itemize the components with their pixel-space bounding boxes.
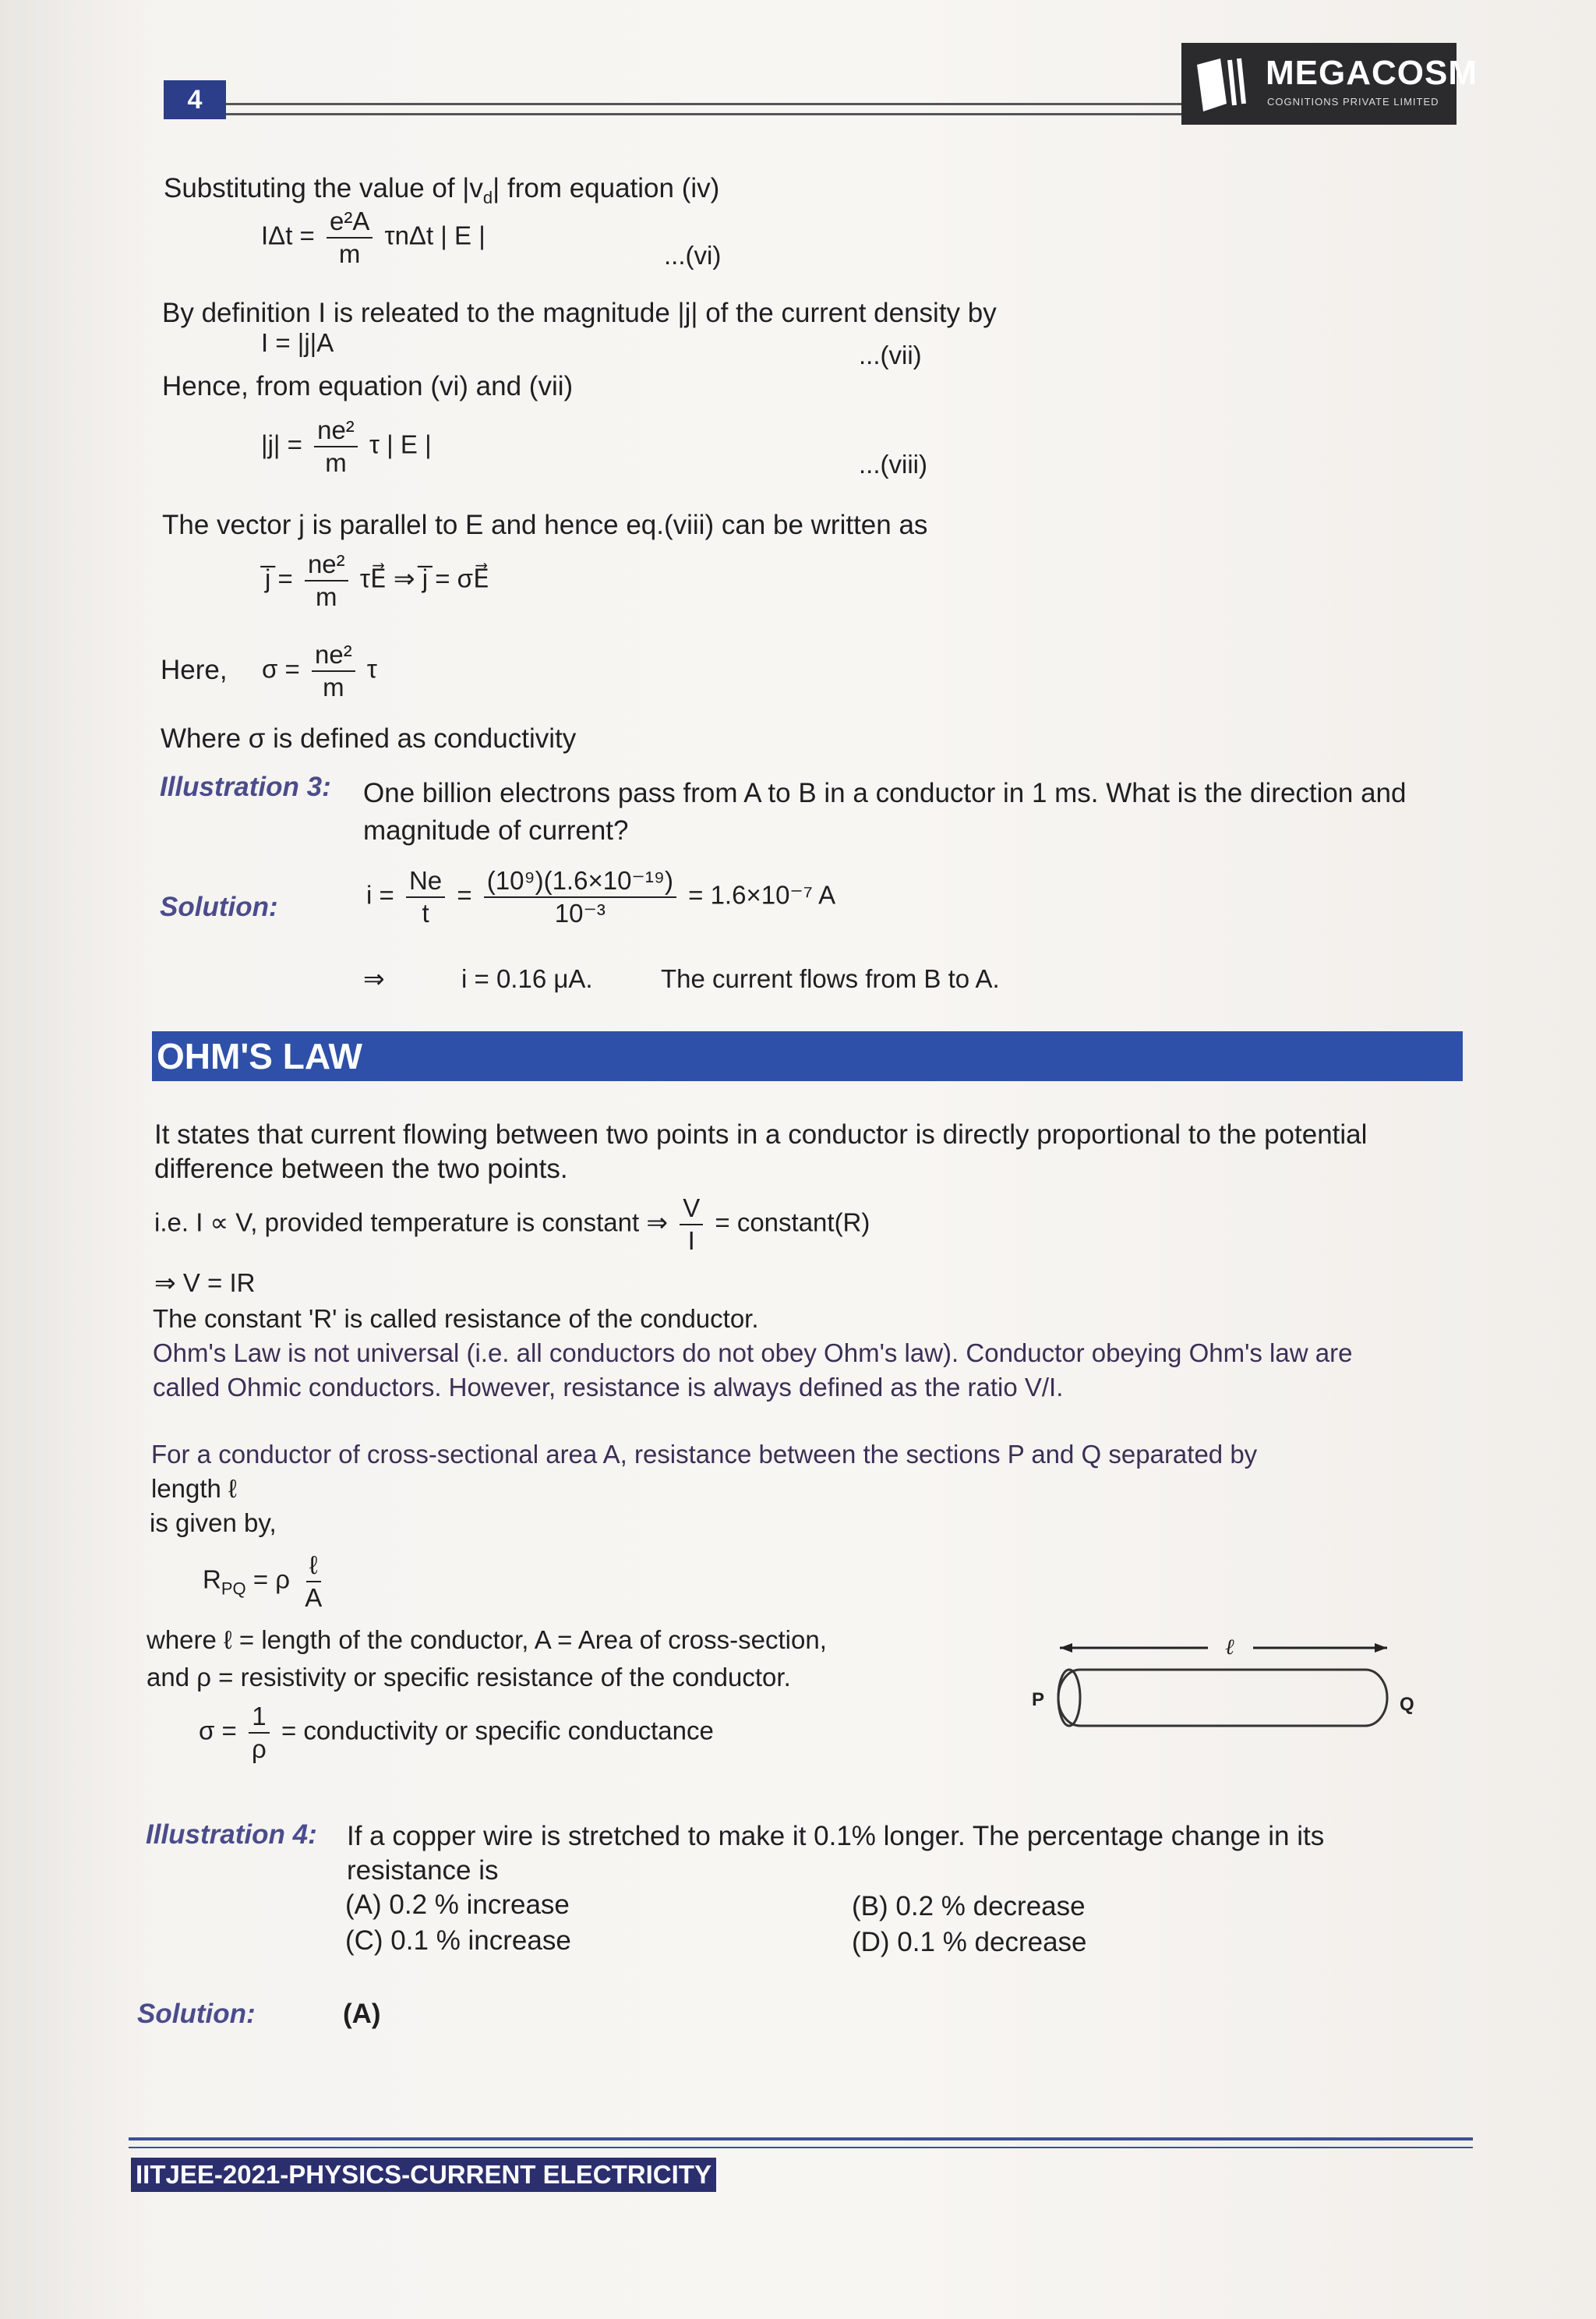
length-arrowhead-left: [1060, 1643, 1072, 1653]
diagram-label-p: P: [1032, 1689, 1045, 1710]
equation-viii: |j| = $\frac{\text{ne²}}{m}$ τ | E |: [261, 415, 432, 477]
illustration-4-label: Illustration 4:: [146, 1819, 317, 1850]
brand-tagline: COGNITIONS PRIVATE LIMITED: [1267, 96, 1439, 108]
equation-sigma: σ = $\frac{\text{ne²}}{m}$ τ: [262, 640, 377, 702]
illustration-3-text-2: magnitude of current?: [363, 815, 629, 846]
header-rule: [226, 103, 1204, 115]
footer-label: IITJEE-2021-PHYSICS-CURRENT ELECTRICITY: [131, 2158, 716, 2192]
derivation-line-4: The vector j is parallel to E and hence eq.(viii) can be written as: [162, 510, 928, 540]
diagram-length-label: ℓ: [1225, 1635, 1234, 1660]
page-number: 4: [164, 80, 226, 119]
ohms-law-v-equals-ir: ⇒ V = IR: [154, 1268, 256, 1297]
option-b: (B) 0.2 % decrease: [852, 1891, 1086, 1921]
illustration-4-text-1: If a copper wire is stretched to make it 0.1% longer. The percentage change in its: [347, 1821, 1325, 1851]
ohms-law-ohmic-line-1: Ohm's Law is not universal (i.e. all conductors do not obey Ohm's law). Conductor obeying Ohm's law are: [153, 1338, 1353, 1367]
cross-section-line-3: is given by,: [150, 1508, 277, 1537]
option-c: (C) 0.1 % increase: [345, 1925, 571, 1956]
option-a: (A) 0.2 % increase: [345, 1889, 570, 1920]
ohms-law-para-line-2: difference between the two points.: [154, 1154, 568, 1184]
equation-j-sigma-e: j̅ = $\frac{\text{ne²}}{m}$ τE⃗ ⇒ j̅ = σE⃗: [265, 550, 489, 611]
diagram-label-q: Q: [1400, 1694, 1414, 1715]
solution-4-answer: (A): [343, 1999, 381, 2029]
equation-vi-tag: ...(vi): [664, 241, 722, 270]
conductor-diagram: [1021, 1629, 1473, 1738]
section-title-ohms-law: OHM'S LAW: [152, 1031, 1463, 1081]
ohms-law-para-line-1: It states that current flowing between two points in a conductor is directly proportional to the potential: [154, 1119, 1368, 1150]
equation-conductivity: σ = $\frac{1}{\rho}$ = conductivity or specific conductance: [199, 1702, 714, 1763]
length-arrowhead-right: [1375, 1643, 1387, 1653]
solution-3-arrow: ⇒: [363, 964, 385, 993]
brand-name: MEGACOSM: [1266, 54, 1478, 92]
derivation-line-3: Hence, from equation (vi) and (vii): [162, 371, 574, 401]
ohms-law-constant-r: The constant 'R' is called resistance of the conductor.: [153, 1304, 759, 1333]
illustration-3-text-1: One billion electrons pass from A to B in a conductor in 1 ms. What is the direction and: [363, 778, 1407, 808]
illustration-3-label: Illustration 3:: [160, 772, 331, 802]
solution-3-direction: The current flows from B to A.: [661, 964, 1000, 993]
where-line-1: where ℓ = length of the conductor, A = Area of cross-section,: [147, 1625, 827, 1654]
ohms-law-proportionality: i.e. I ∝ V, provided temperature is constant ⇒ $\frac{V}{I}$ = constant(R): [154, 1193, 870, 1255]
equation-viii-tag: ...(viii): [859, 450, 927, 479]
solution-3-equation: i = $\frac{Ne}{t}$ = $\frac{\text{(10⁹)(1.6×10⁻¹⁹)}}{\text{10⁻³}}$ = 1.6×10⁻⁷ A: [366, 866, 836, 928]
book-icon: [1189, 49, 1259, 119]
illustration-4-text-2: resistance is: [347, 1855, 499, 1886]
solution-3-label: Solution:: [160, 892, 278, 922]
equation-rpq: $R_{PQ} = \rho$ $\frac{\text{ℓ}}{A}$: [203, 1550, 323, 1612]
equation-vii: I = |j|A: [261, 328, 334, 357]
option-d: (D) 0.1 % decrease: [852, 1927, 1087, 1957]
brand-logo: [1181, 43, 1478, 125]
footer-rule: [129, 2137, 1473, 2148]
conductor-cylinder: [1058, 1670, 1387, 1726]
solution-4-label: Solution:: [137, 1999, 256, 2029]
derivation-line-5: Where σ is defined as conductivity: [161, 723, 577, 754]
conductor-end-p: [1058, 1670, 1080, 1726]
ohms-law-ohmic-line-2: called Ohmic conductors. However, resistance is always defined as the ratio V/I.: [153, 1373, 1064, 1402]
equation-vii-tag: ...(vii): [859, 341, 922, 369]
cross-section-line-1: For a conductor of cross-sectional area A, resistance between the sections P and Q separated by: [151, 1440, 1258, 1469]
solution-3-result: i = 0.16 μA.: [461, 964, 593, 993]
where-line-2: and ρ = resistivity or specific resistance of the conductor.: [147, 1663, 791, 1692]
derivation-line-2: By definition I is releated to the magnitude |j| of the current density by: [162, 298, 997, 328]
equation-vi: IΔt = $\frac{\text{e²A}}{m}$ τnΔt | E |: [261, 207, 486, 268]
derivation-line-1: Substituting the value of $|v_d|$ from equation (iv): [164, 173, 720, 207]
here-label: Here,: [161, 655, 228, 685]
cross-section-line-2: length ℓ: [151, 1474, 237, 1503]
